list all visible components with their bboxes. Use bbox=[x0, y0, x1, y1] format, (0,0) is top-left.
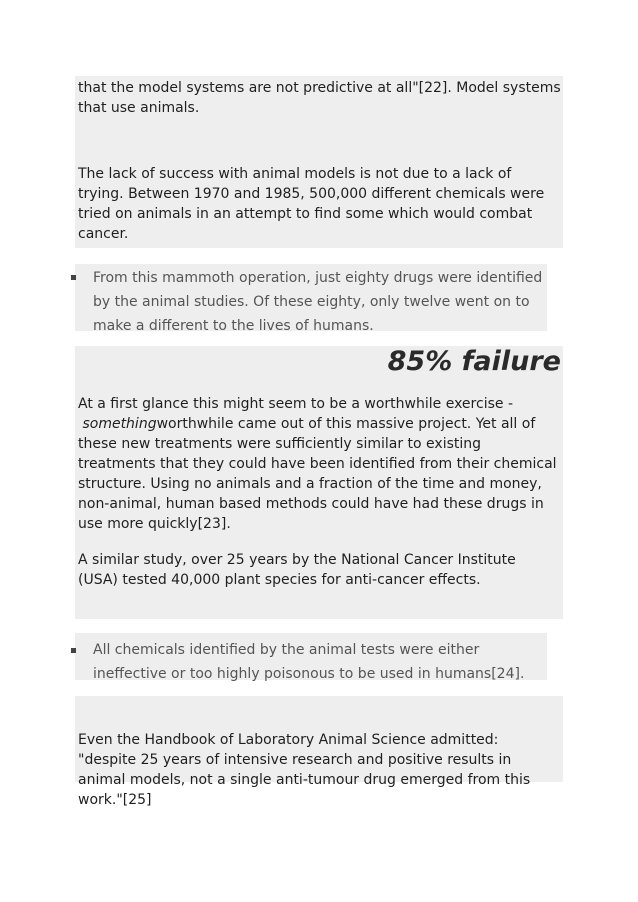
paragraph-first-glance bbox=[78, 394, 562, 534]
paragraph-handbook-quote: Even the Handbook of Laboratory Animal Science admitted: "despite 25 years of intensive research and positive results in animal models, not a single anti-tumour drug emerged from this work."[25] bbox=[78, 732, 531, 808]
paragraph-nci-study: A similar study, over 25 years by the National Cancer Institute (USA) tested 40,000 plant species for anti-cancer effects. bbox=[78, 552, 516, 588]
bullet-eighty-drugs: From this mammoth operation, just eighty drugs were identified by the animal studies. Of these eighty, only twelve went on to make a different to the lives of humans. bbox=[93, 270, 543, 334]
paragraph-first-glance-start: At a first glance this might seem to be a worthwhile exercise - bbox=[78, 396, 513, 412]
heading-85-failure: 85% failure bbox=[387, 346, 561, 377]
emphasis-something: something bbox=[82, 416, 157, 432]
paragraph-model-systems: that the model systems are not predictive at all"[22]. Model systems that use animals. bbox=[78, 80, 561, 116]
paragraph-lack-of-success: The lack of success with animal models is not due to a lack of trying. Between 1970 and 1985, 500,000 different chemicals were tried on animals in an attempt to find some which would combat cancer. bbox=[78, 166, 545, 242]
bullet-icon bbox=[71, 275, 76, 280]
bullet-ineffective-or-poisonous: All chemicals identified by the animal tests were either ineffective or too highly poisonous to be used in humans[24]. bbox=[93, 642, 525, 682]
bullet-icon bbox=[71, 648, 76, 653]
paragraph-first-glance-rest: worthwhile came out of this massive project. Yet all of these new treatments were sufficiently similar to existing treatments that they could have been identified from their chemical structure. Using no animals and a fraction of the time and money, non-animal, human based methods could have had these drugs in use more quickly[23]. bbox=[78, 416, 557, 532]
